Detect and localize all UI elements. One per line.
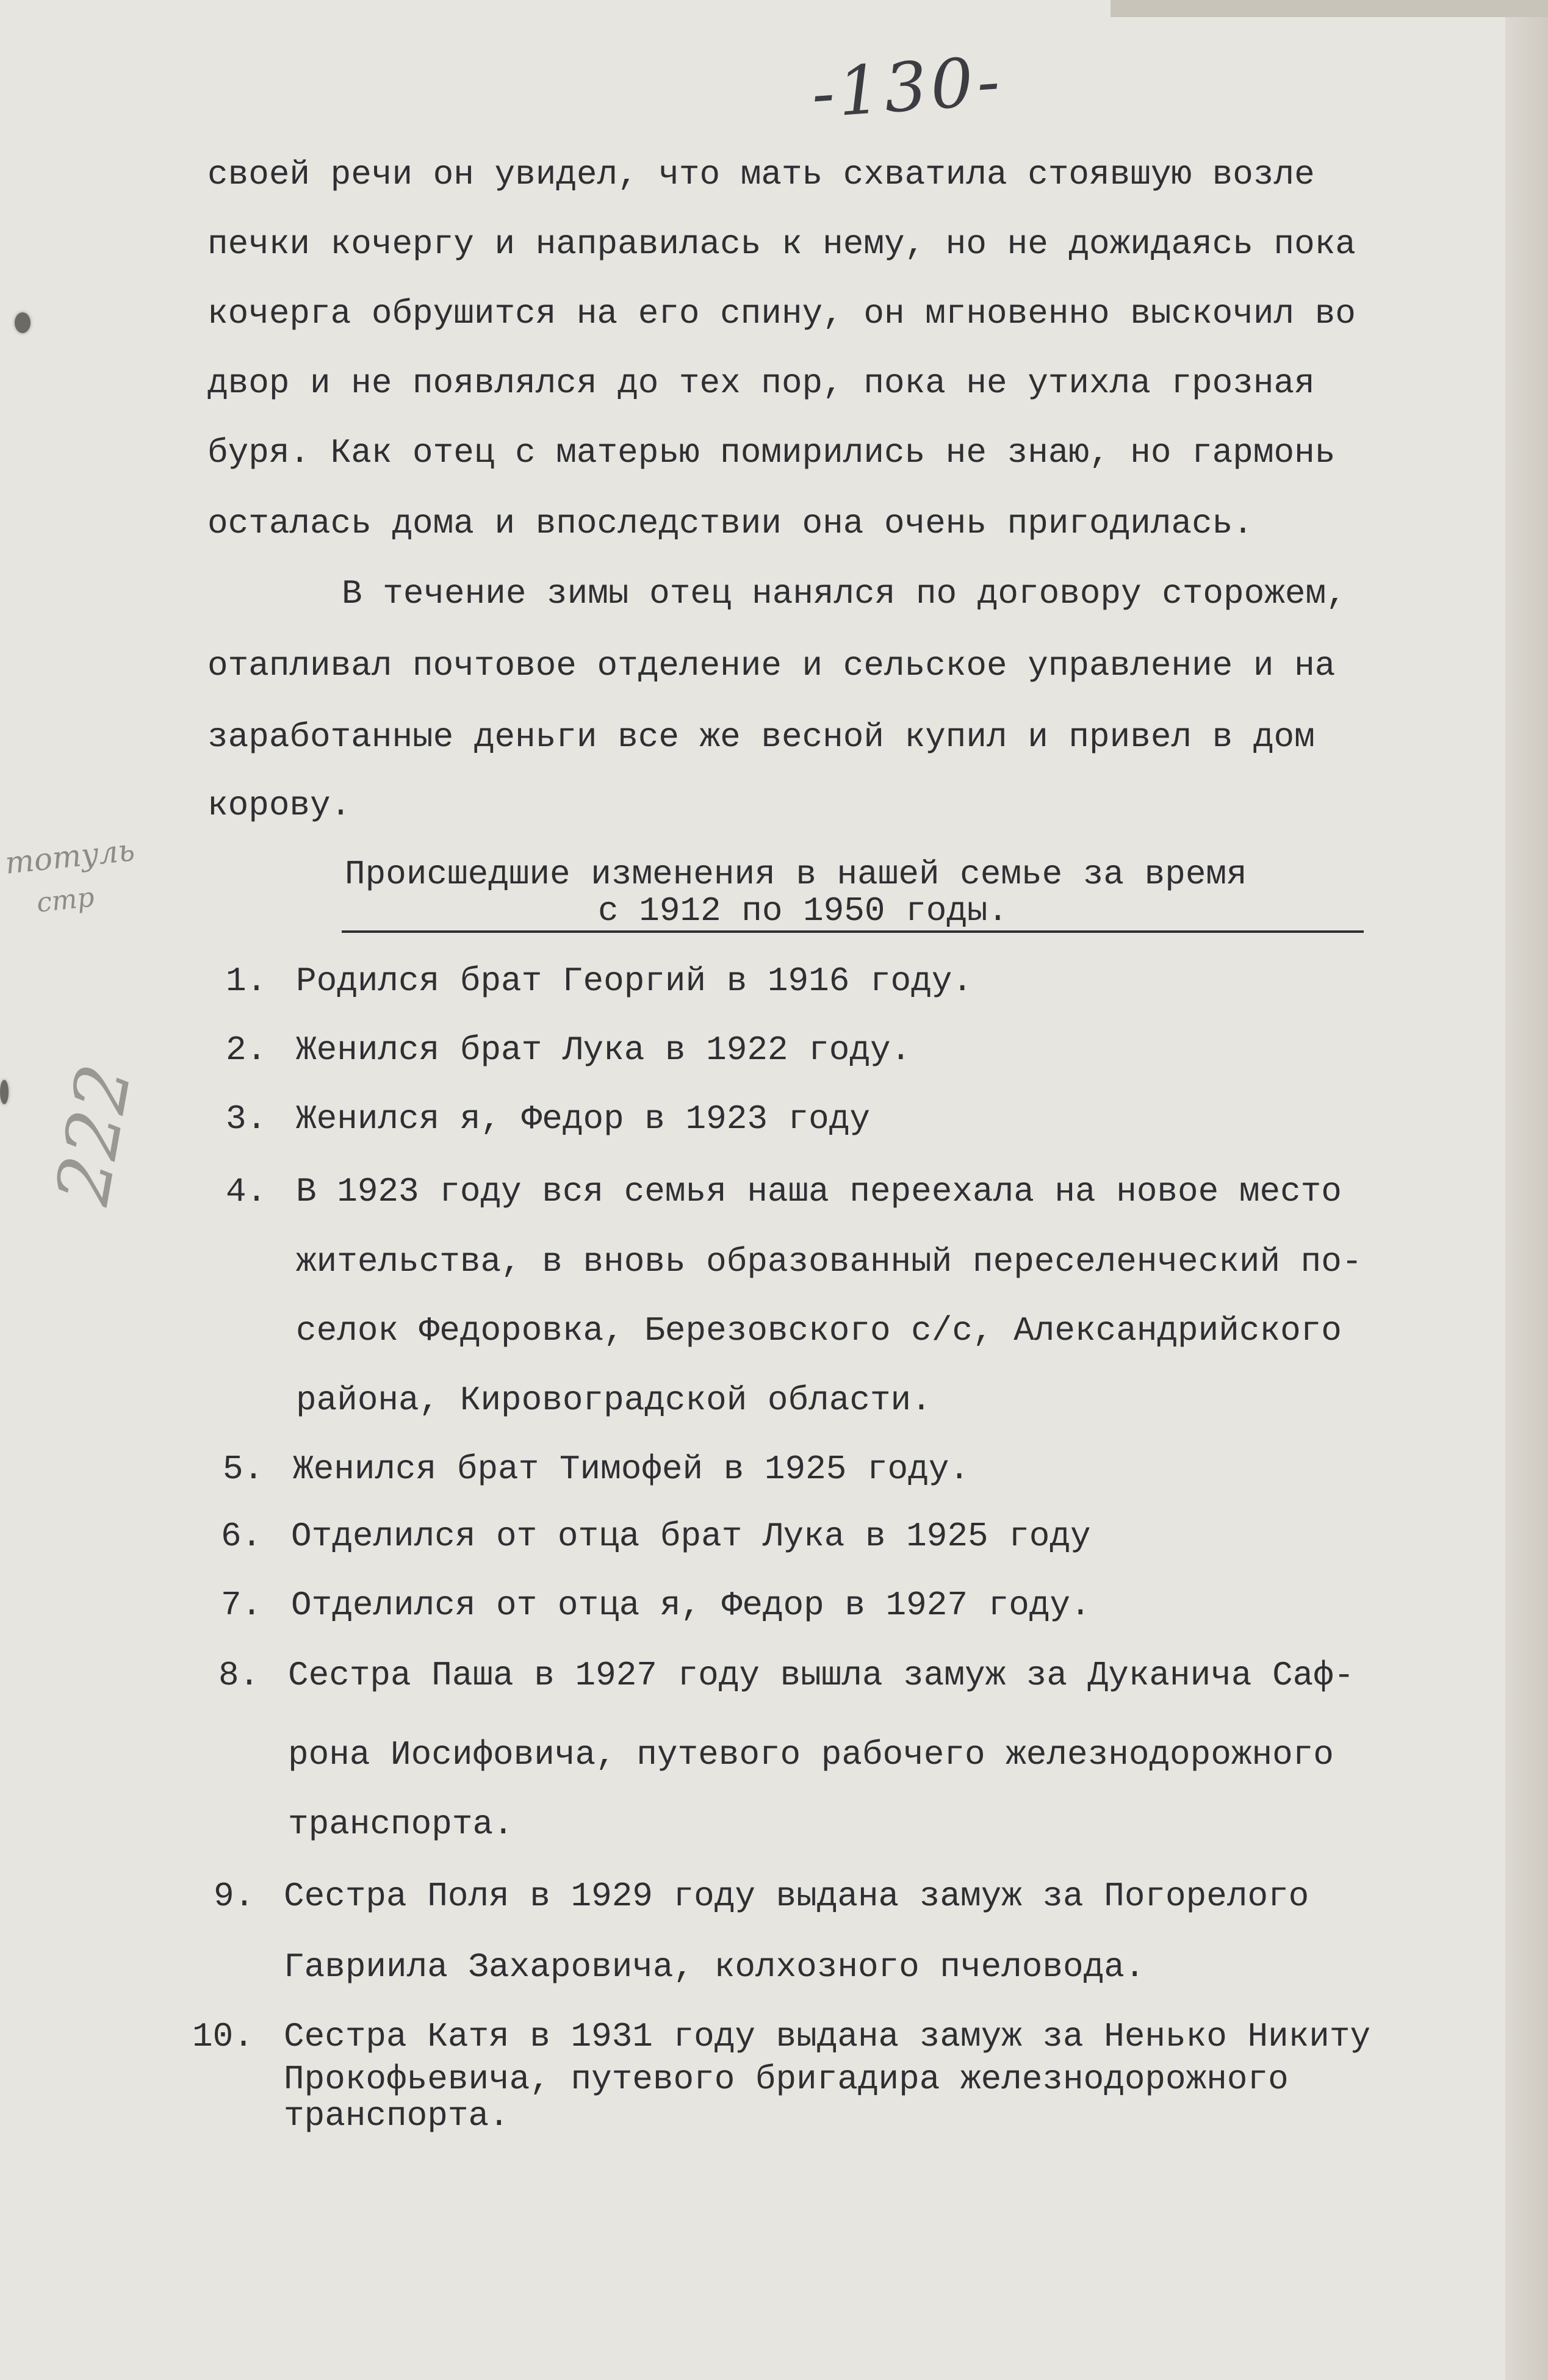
list-number: 6. bbox=[221, 1517, 262, 1556]
list-item-line: Женился я, Федор в 1923 году bbox=[296, 1099, 870, 1138]
list-item-line: Женился брат Лука в 1922 году. bbox=[296, 1030, 912, 1070]
list-item-line: Сестра Катя в 1931 году выдана замуж за Ненько Никиту bbox=[284, 2017, 1371, 2056]
list-item-line: Сестра Поля в 1929 году выдана замуж за Погорелого bbox=[284, 1877, 1309, 1916]
list-number: 1. bbox=[226, 962, 267, 1001]
list-item-line: В 1923 году вся семья наша переехала на новое место bbox=[296, 1172, 1342, 1211]
list-number: 4. bbox=[226, 1172, 267, 1211]
list-item-line: Женился брат Тимофей в 1925 году. bbox=[293, 1450, 970, 1489]
list-item-line: Родился брат Георгий в 1916 году. bbox=[296, 962, 973, 1001]
margin-note: стр bbox=[35, 882, 96, 919]
text-line: своей речи он увидел, что мать схватила стоявшую возле bbox=[207, 155, 1315, 194]
text-line: В течение зимы отец нанялся по договору сторожем, bbox=[342, 574, 1347, 613]
margin-number: 222 bbox=[40, 1058, 148, 1211]
binding-hole bbox=[0, 1080, 9, 1104]
text-line: буря. Как отец с матерью помирились не знаю, но гармонь bbox=[207, 433, 1336, 472]
list-number: 2. bbox=[226, 1030, 267, 1070]
page-edge bbox=[1505, 0, 1548, 2380]
list-item-line: Отделился от отца я, Федор в 1927 году. bbox=[291, 1586, 1091, 1625]
margin-note: тотуль bbox=[3, 832, 137, 881]
list-item-line: Сестра Паша в 1927 году вышла замуж за Дуканича Саф- bbox=[288, 1656, 1355, 1695]
list-number: 9. bbox=[214, 1877, 255, 1916]
list-item-line: транспорта. bbox=[288, 1805, 514, 1844]
list-item-line: транспорта. bbox=[284, 2096, 509, 2135]
list-item-line: жительства, в вновь образованный переселенческий по- bbox=[296, 1242, 1363, 1281]
section-heading: с 1912 по 1950 годы. bbox=[598, 891, 1009, 930]
list-item-line: Гавриила Захаровича, колхозного пчеловода. bbox=[284, 1947, 1145, 1986]
text-line: заработанные деньги все же весной купил и привел в дом bbox=[207, 717, 1315, 757]
heading-underline bbox=[342, 930, 1364, 933]
text-line: корову. bbox=[207, 786, 351, 825]
list-number: 10. bbox=[192, 2017, 254, 2056]
page-number: -130- bbox=[808, 41, 1006, 133]
text-line: осталась дома и впоследствии она очень пригодилась. bbox=[207, 504, 1253, 543]
section-heading: Происшедшие изменения в нашей семье за время bbox=[345, 855, 1247, 894]
page-edge-top bbox=[1111, 0, 1548, 17]
list-number: 7. bbox=[221, 1586, 262, 1625]
list-item-line: Отделился от отца брат Лука в 1925 году bbox=[291, 1517, 1091, 1556]
list-item-line: Прокофьевича, путевого бригадира железнодорожного bbox=[284, 2060, 1289, 2099]
text-line: двор и не появлялся до тех пор, пока не утихла грозная bbox=[207, 364, 1315, 403]
binding-hole bbox=[15, 312, 31, 333]
list-item-line: селок Федоровка, Березовского с/с, Александрийского bbox=[296, 1311, 1342, 1350]
text-line: отапливал почтовое отделение и сельское управление и на bbox=[207, 646, 1336, 685]
text-line: печки кочергу и направилась к нему, но не дожидаясь пока bbox=[207, 225, 1356, 264]
list-number: 3. bbox=[226, 1099, 267, 1138]
list-number: 8. bbox=[218, 1656, 260, 1695]
list-item-line: рона Иосифовича, путевого рабочего железнодорожного bbox=[288, 1735, 1334, 1774]
list-number: 5. bbox=[223, 1450, 264, 1489]
text-line: кочерга обрушится на его спину, он мгновенно выскочил во bbox=[207, 294, 1356, 333]
list-item-line: района, Кировоградской области. bbox=[296, 1381, 932, 1420]
